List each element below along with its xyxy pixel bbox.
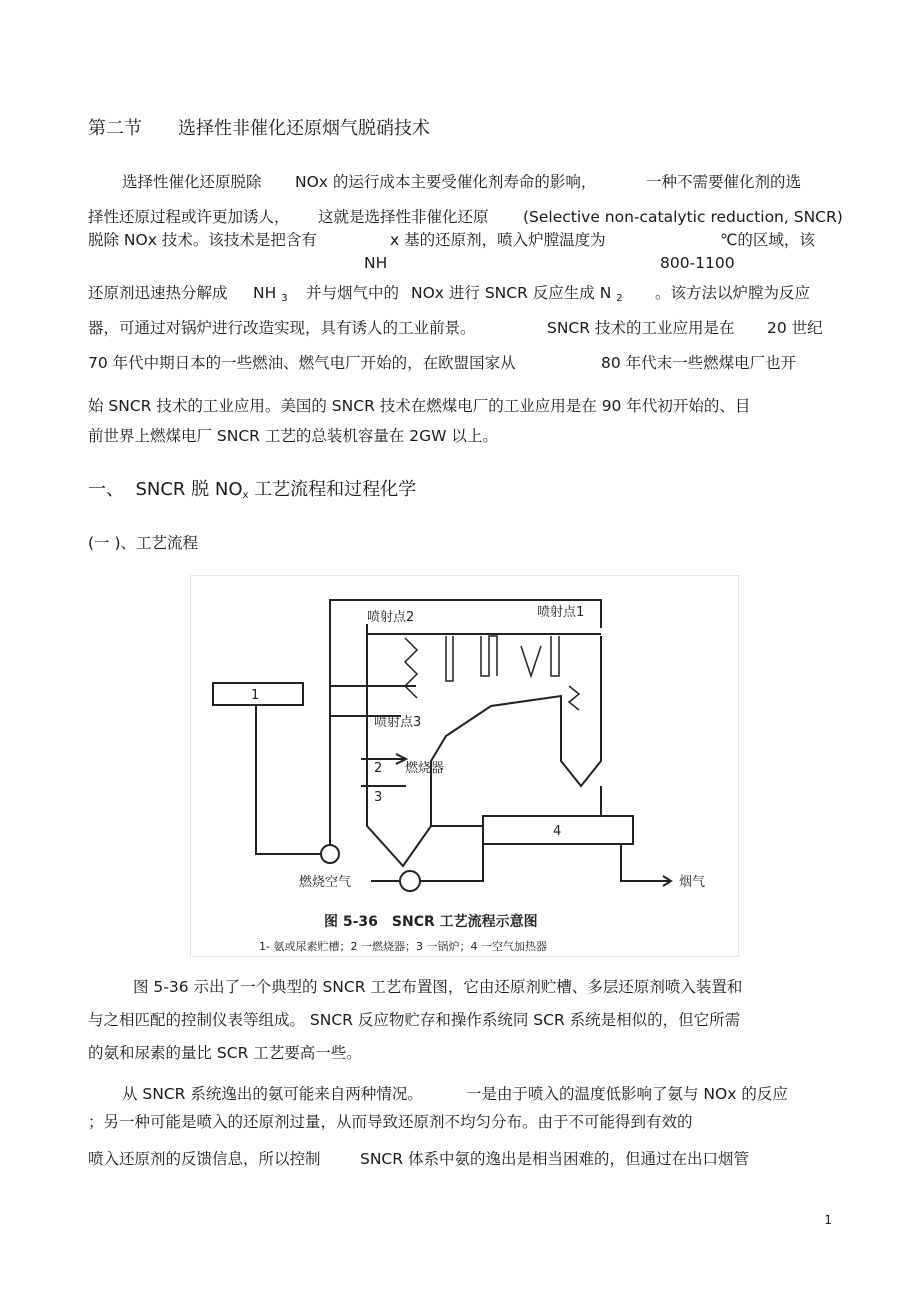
- page-number: 1: [824, 1213, 832, 1227]
- section-title: 选择性非催化还原烟气脱硝技术: [178, 118, 430, 139]
- label-4: 4: [553, 824, 562, 839]
- label-2: 2: [374, 761, 383, 776]
- tank-pipe: [256, 705, 321, 854]
- label-flue: 烟气: [679, 875, 706, 890]
- label-spray-3: 喷射点3: [374, 715, 422, 730]
- label-burner: 燃烧器: [405, 761, 445, 776]
- heading-sncr-process: 一、 SNCR 脱 NOx 工艺流程和过程化学: [88, 479, 417, 501]
- fan-icon: [400, 871, 420, 891]
- label-1: 1: [251, 688, 260, 703]
- label-spray-2: 喷射点2: [367, 610, 415, 625]
- label-3: 3: [374, 790, 383, 805]
- section-number: 第二节: [88, 118, 142, 139]
- sncr-process-diagram: [190, 575, 739, 957]
- figure-caption: 图 5-36 SNCR 工艺流程示意图: [324, 914, 538, 930]
- label-air: 燃烧空气: [299, 875, 352, 890]
- pump-icon: [321, 845, 339, 863]
- figure-legend: 1- 氨或尿素贮槽；2 一燃烧器；3 一锅炉；4 一空气加热器: [259, 940, 547, 953]
- subheading-process-flow: (一 )、工艺流程: [88, 534, 199, 552]
- label-spray-1: 喷射点1: [537, 605, 585, 620]
